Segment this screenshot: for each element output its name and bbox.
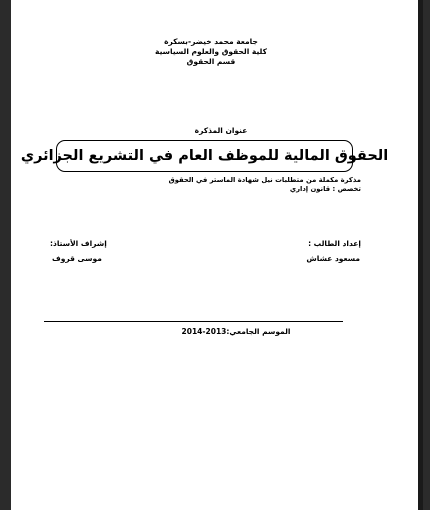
degree-line: مذكرة مكملة من متطلبات نيل شهادة الماستر في الحقوق — [168, 176, 361, 184]
document-page — [11, 0, 418, 510]
specialty-line: تخصص : قانون إداري — [289, 185, 361, 193]
page-edge-shadow — [418, 0, 423, 510]
university-name: جامعة محمد خيضر-بسكرة — [164, 37, 258, 46]
faculty-name: كلية الحقوق والعلوم السياسية — [155, 47, 267, 56]
supervisor-label: إشراف الأستاذ: — [50, 239, 107, 248]
memo-title-label: عنوان المذكرة — [194, 126, 248, 135]
divider-line — [44, 321, 343, 322]
memo-description — [71, 176, 361, 194]
title-frame — [20, 140, 389, 172]
document-title: الحقوق المالية للموظف العام في التشريع الجزائري — [20, 148, 389, 164]
student-name: مسعود عشاش — [306, 254, 360, 263]
academic-year: الموسم الجامعي:2013-2014 — [181, 327, 291, 336]
department-name: قسم الحقوق — [186, 57, 236, 66]
student-label: إعداد الطالب : — [308, 239, 361, 248]
institution-header — [111, 37, 311, 67]
supervisor-name: موسى قروف — [52, 254, 102, 263]
